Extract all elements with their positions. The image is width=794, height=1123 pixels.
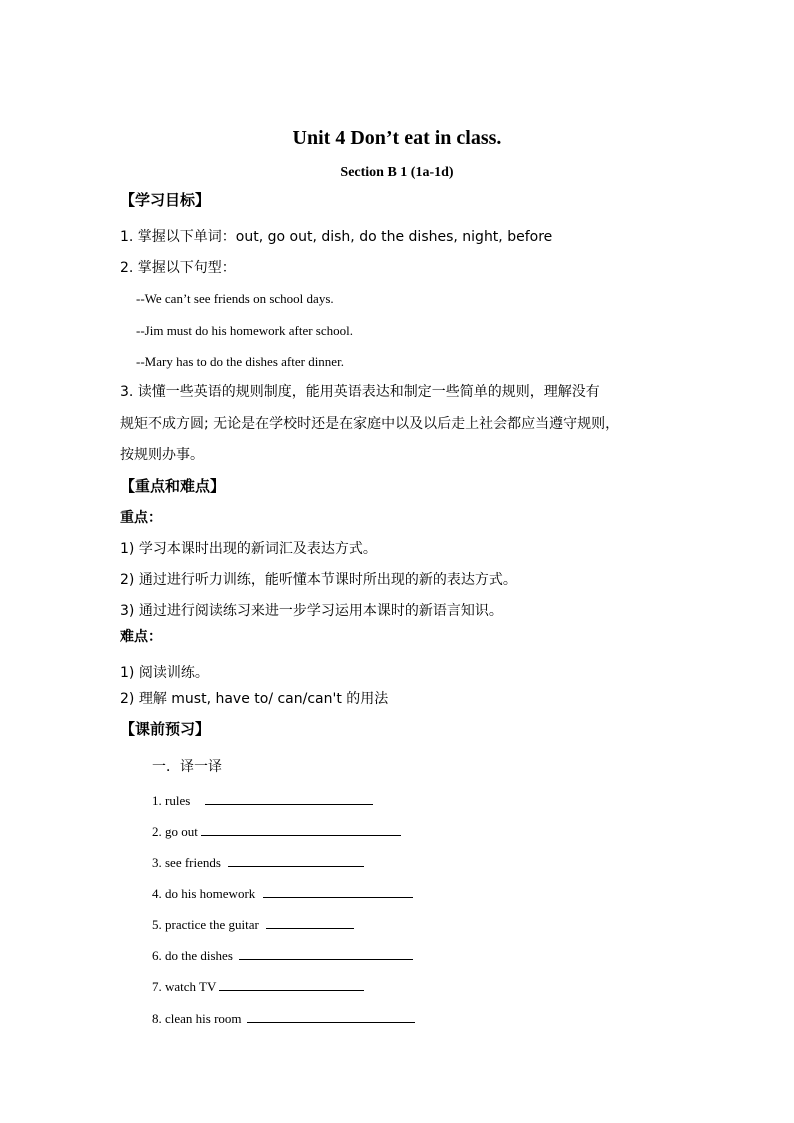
exercise-8 [152, 1010, 415, 1025]
answer-blank[interactable] [219, 978, 364, 991]
focus-label: 重点： [120, 510, 162, 526]
sentence-1: --We can’t see friends on school days. [136, 291, 334, 306]
exercise-label: 7. watch TV [152, 979, 217, 994]
objective-3-line-3: 按规则办事。 [120, 447, 204, 463]
keypoints-heading: 【重点和难点】 [120, 477, 226, 495]
focus-item-2: 2) 通过进行听力训练，能听懂本节课时所出现的新的表达方式。 [120, 572, 517, 588]
focus-item-3: 3) 通过进行阅读练习来进一步学习运用本课时的新语言知识。 [120, 603, 503, 619]
objective-3-line-1: 3. 读懂一些英语的规则制度，能用英语表达和制定一些简单的规则，理解没有 [120, 384, 600, 400]
sentence-3: --Mary has to do the dishes after dinner. [136, 354, 344, 369]
exercise-label: 6. do the dishes [152, 948, 233, 963]
exercise-5 [152, 916, 354, 931]
answer-blank[interactable] [205, 792, 373, 805]
exercise-7 [152, 978, 364, 993]
answer-blank[interactable] [263, 885, 413, 898]
exercise-label: 3. see friends [152, 855, 221, 870]
exercise-label: 2. go out [152, 824, 198, 839]
answer-blank[interactable] [247, 1010, 415, 1023]
answer-blank[interactable] [228, 854, 364, 867]
exercise-6 [152, 947, 413, 962]
focus-item-1: 1) 学习本课时出现的新词汇及表达方式。 [120, 541, 377, 557]
sentence-2: --Jim must do his homework after school. [136, 323, 353, 338]
difficulty-label: 难点： [120, 629, 162, 645]
objective-2: 2. 掌握以下句型： [120, 260, 236, 276]
page-title: Unit 4 Don’t eat in class. [292, 127, 502, 149]
exercise-label: 8. clean his room [152, 1011, 242, 1026]
exercise-label: 4. do his homework [152, 886, 256, 901]
objective-1: 1. 掌握以下单词：out, go out, dish, do the dishes, night, before [120, 229, 553, 245]
exercise-label: 5. practice the guitar [152, 917, 259, 932]
exercise-3 [152, 854, 364, 869]
exercise-1 [152, 792, 373, 807]
answer-blank[interactable] [201, 823, 401, 836]
exercise-4 [152, 885, 413, 900]
preview-section-title: 一．译一译 [152, 759, 222, 775]
page-subtitle: Section B 1 (1a-1d) [340, 165, 454, 180]
difficulty-item-1: 1) 阅读训练。 [120, 665, 209, 681]
answer-blank[interactable] [266, 916, 354, 929]
objective-3-line-2: 规矩不成方圆; 无论是在学校时还是在家庭中以及以后走上社会都应当遵守规则， [120, 416, 620, 432]
exercise-label: 1. rules [152, 793, 191, 808]
objectives-heading: 【学习目标】 [120, 191, 211, 209]
answer-blank[interactable] [239, 947, 413, 960]
preview-heading: 【课前预习】 [120, 720, 211, 738]
difficulty-item-2: 2) 理解 must, have to/ can/can't 的用法 [120, 691, 389, 707]
exercise-2 [152, 823, 401, 838]
